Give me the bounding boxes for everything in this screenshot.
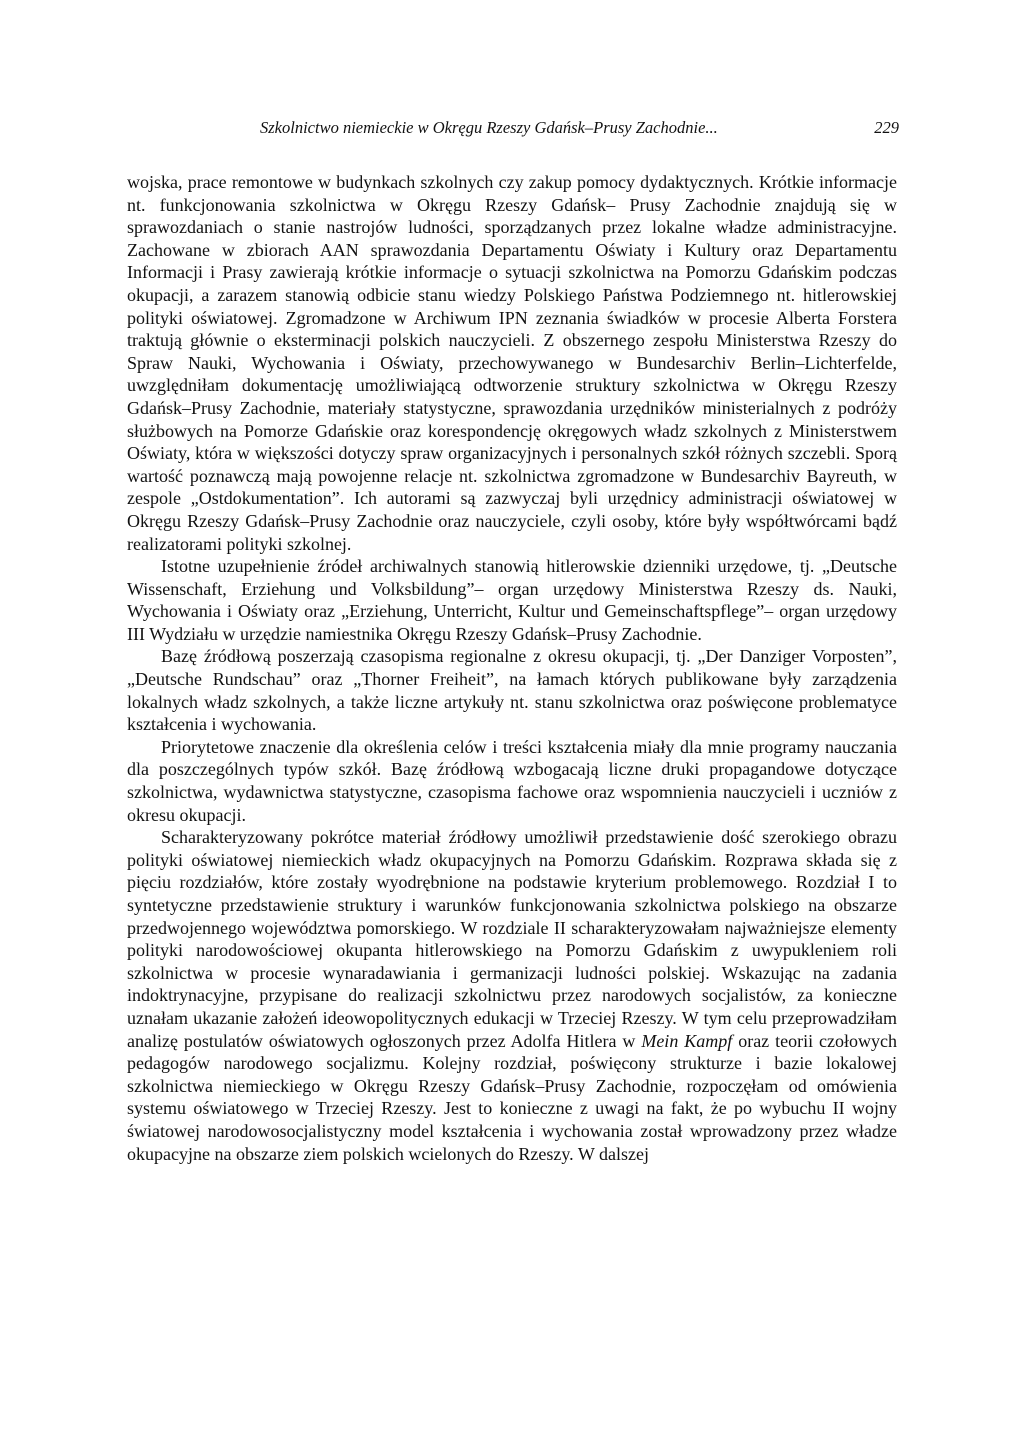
paragraph-2: Istotne uzupełnienie źródeł archiwalnych stanowią hitlerowskie dzienniki urzędowe, tj. „Deutsche Wissenschaft, Erziehung und Volksbildung”– organ urzędowy Ministerstwa Rzeszy ds. Nauki, Wychowania i Oświaty oraz „Erziehung, Unterricht, Kultur und Gemeinschaftspflege”– organ urzędowy III Wydziału w urzędzie namiestnika Okręgu Rzeszy Gdańsk–Prusy Zachodnie. bbox=[127, 556, 897, 644]
body-text bbox=[127, 171, 897, 1165]
document-page bbox=[127, 118, 897, 1165]
paragraph-3: Bazę źródłową poszerzają czasopisma regionalne z okresu okupacji, tj. „Der Danziger Vorposten”, „Deutsche Rundschau” oraz „Thorner Freiheit”, na łamach których publikowane były zarządzenia lokalnych władz szkolnych, a także liczne artykuły nt. stanu szkolnictwa oraz poświęcone problematyce kształcenia i wychowania. bbox=[127, 646, 897, 735]
paragraph-4: Priorytetowe znaczenie dla określenia celów i treści kształcenia miały dla mnie programy nauczania dla poszczególnych typów szkół. Bazę źródłową wzbogacają liczne druki propagandowe dotyczące szkolnictwa, wydawnictwa statystyczne, czasopisma fachowe oraz wspomnienia nauczycieli i uczniów z okresu okupacji. bbox=[127, 736, 897, 825]
book-title-mein-kampf: Mein Kampf bbox=[641, 1030, 733, 1051]
running-title: Szkolnictwo niemieckie w Okręgu Rzeszy Gdańsk–Prusy Zachodnie... bbox=[260, 118, 718, 137]
paragraph-5 bbox=[127, 826, 897, 1165]
paragraph-1: wojska, prace remontowe w budynkach szkolnych czy zakup pomocy dydaktycznych. Krótkie informacje nt. funkcjonowania szkolnictwa w Okręgu Rzeszy Gdańsk– Prusy Zachodnie znajdują się w sprawozdaniach o stanie nastrojów ludności, sporządzanych przez lokalne władze administracyjne. Zachowane w zbiorach AAN sprawozdania Departamentu Oświaty i Kultury oraz Departamentu Informacji i Prasy zawierają krótkie informacje o sytuacji szkolnictwa na Pomorzu Gdańskim podczas okupacji, a zarazem stanowią odbicie stanu wiedzy Polskiego Państwa Podziemnego nt. hitlerowskiej polityki oświatowej. Zgromadzone w Archiwum IPN zeznania świadków w procesie Alberta Forstera traktują głównie o eksterminacji polskich nauczycieli. Z obszernego zespołu Ministerstwa Rzeszy do Spraw Nauki, Wychowania i Oświaty, przechowywanego w Bundesarchiv Berlin–Lichterfelde, uwzględniłam dokumentację umożliwiającą odtworzenie struktury szkolnictwa w Okręgu Rzeszy Gdańsk–Prusy Zachodnie, materiały statystyczne, sprawozdania urzędników ministerialnych z podróży służbowych na Pomorze Gdańskie oraz korespondencję okręgowych władz szkolnych z Ministerstwem Oświaty, która w większości dotyczy spraw organizacyjnych i personalnych szkół różnych szczebli. Sporą wartość poznawczą mają powojenne relacje nt. szkolnictwa zgromadzone w Bundesarchiv Bayreuth, w zespole „Ostdokumentation”. Ich autorami są zazwyczaj byli urzędnicy administracji oświatowej w Okręgu Rzeszy Gdańsk–Prusy Zachodnie oraz nauczyciele, czyli osoby, które były współtwórcami bądź realizatorami polityki szkolnej. bbox=[127, 172, 897, 554]
paragraph-5-text-before: Scharakteryzowany pokrótce materiał źródłowy umożliwił przedstawienie dość szerokiego obrazu polityki oświatowej niemieckich władz okupacyjnych na Pomorzu Gdańskim. Rozprawa składa się z pięciu rozdziałów, które zostały wyodrębnione na podstawie kryterium problemowego. Rozdział I to syntetyczne przedstawienie struktury i warunków funkcjonowania szkolnictwa polskiego na obszarze przedwojennego województwa pomorskiego. W rozdziale II scharakteryzowałam najważniejsze elementy polityki narodowościowej okupanta hitlerowskiego na Pomorzu Gdańskim z uwypukleniem roli szkolnictwa w procesie wynaradawiania i germanizacji ludności polskiej. Wskazując na zadania indoktrynacyjne, przypisane do realizacji szkolnictwu przez narodowych socjalistów, za konieczne uznałam ukazanie założeń ideowopolitycznych edukacji w Trzeciej Rzeszy. W tym celu przeprowadziłam analizę postulatów oświatowych ogłoszonych przez Adolfa Hitlera w bbox=[127, 827, 897, 1051]
page-number: 229 bbox=[874, 118, 899, 137]
paragraph-5-text-after: oraz teorii czołowych pedagogów narodowego socjalizmu. Kolejny rozdział, poświęcony strukturze i bazie lokalowej szkolnictwa niemieckiego w Okręgu Rzeszy Gdańsk–Prusy Zachodnie, rozpoczęłam od omówienia systemu oświatowego w Trzeciej Rzeszy. Jest to konieczne z uwagi na fakt, że po wybuchu II wojny światowej narodowosocjalistyczny model kształcenia i wychowania został wprowadzony przez władze okupacyjne na obszarze ziem polskich wcielonych do Rzeszy. W dalszej bbox=[127, 1030, 897, 1164]
running-header bbox=[132, 118, 897, 148]
